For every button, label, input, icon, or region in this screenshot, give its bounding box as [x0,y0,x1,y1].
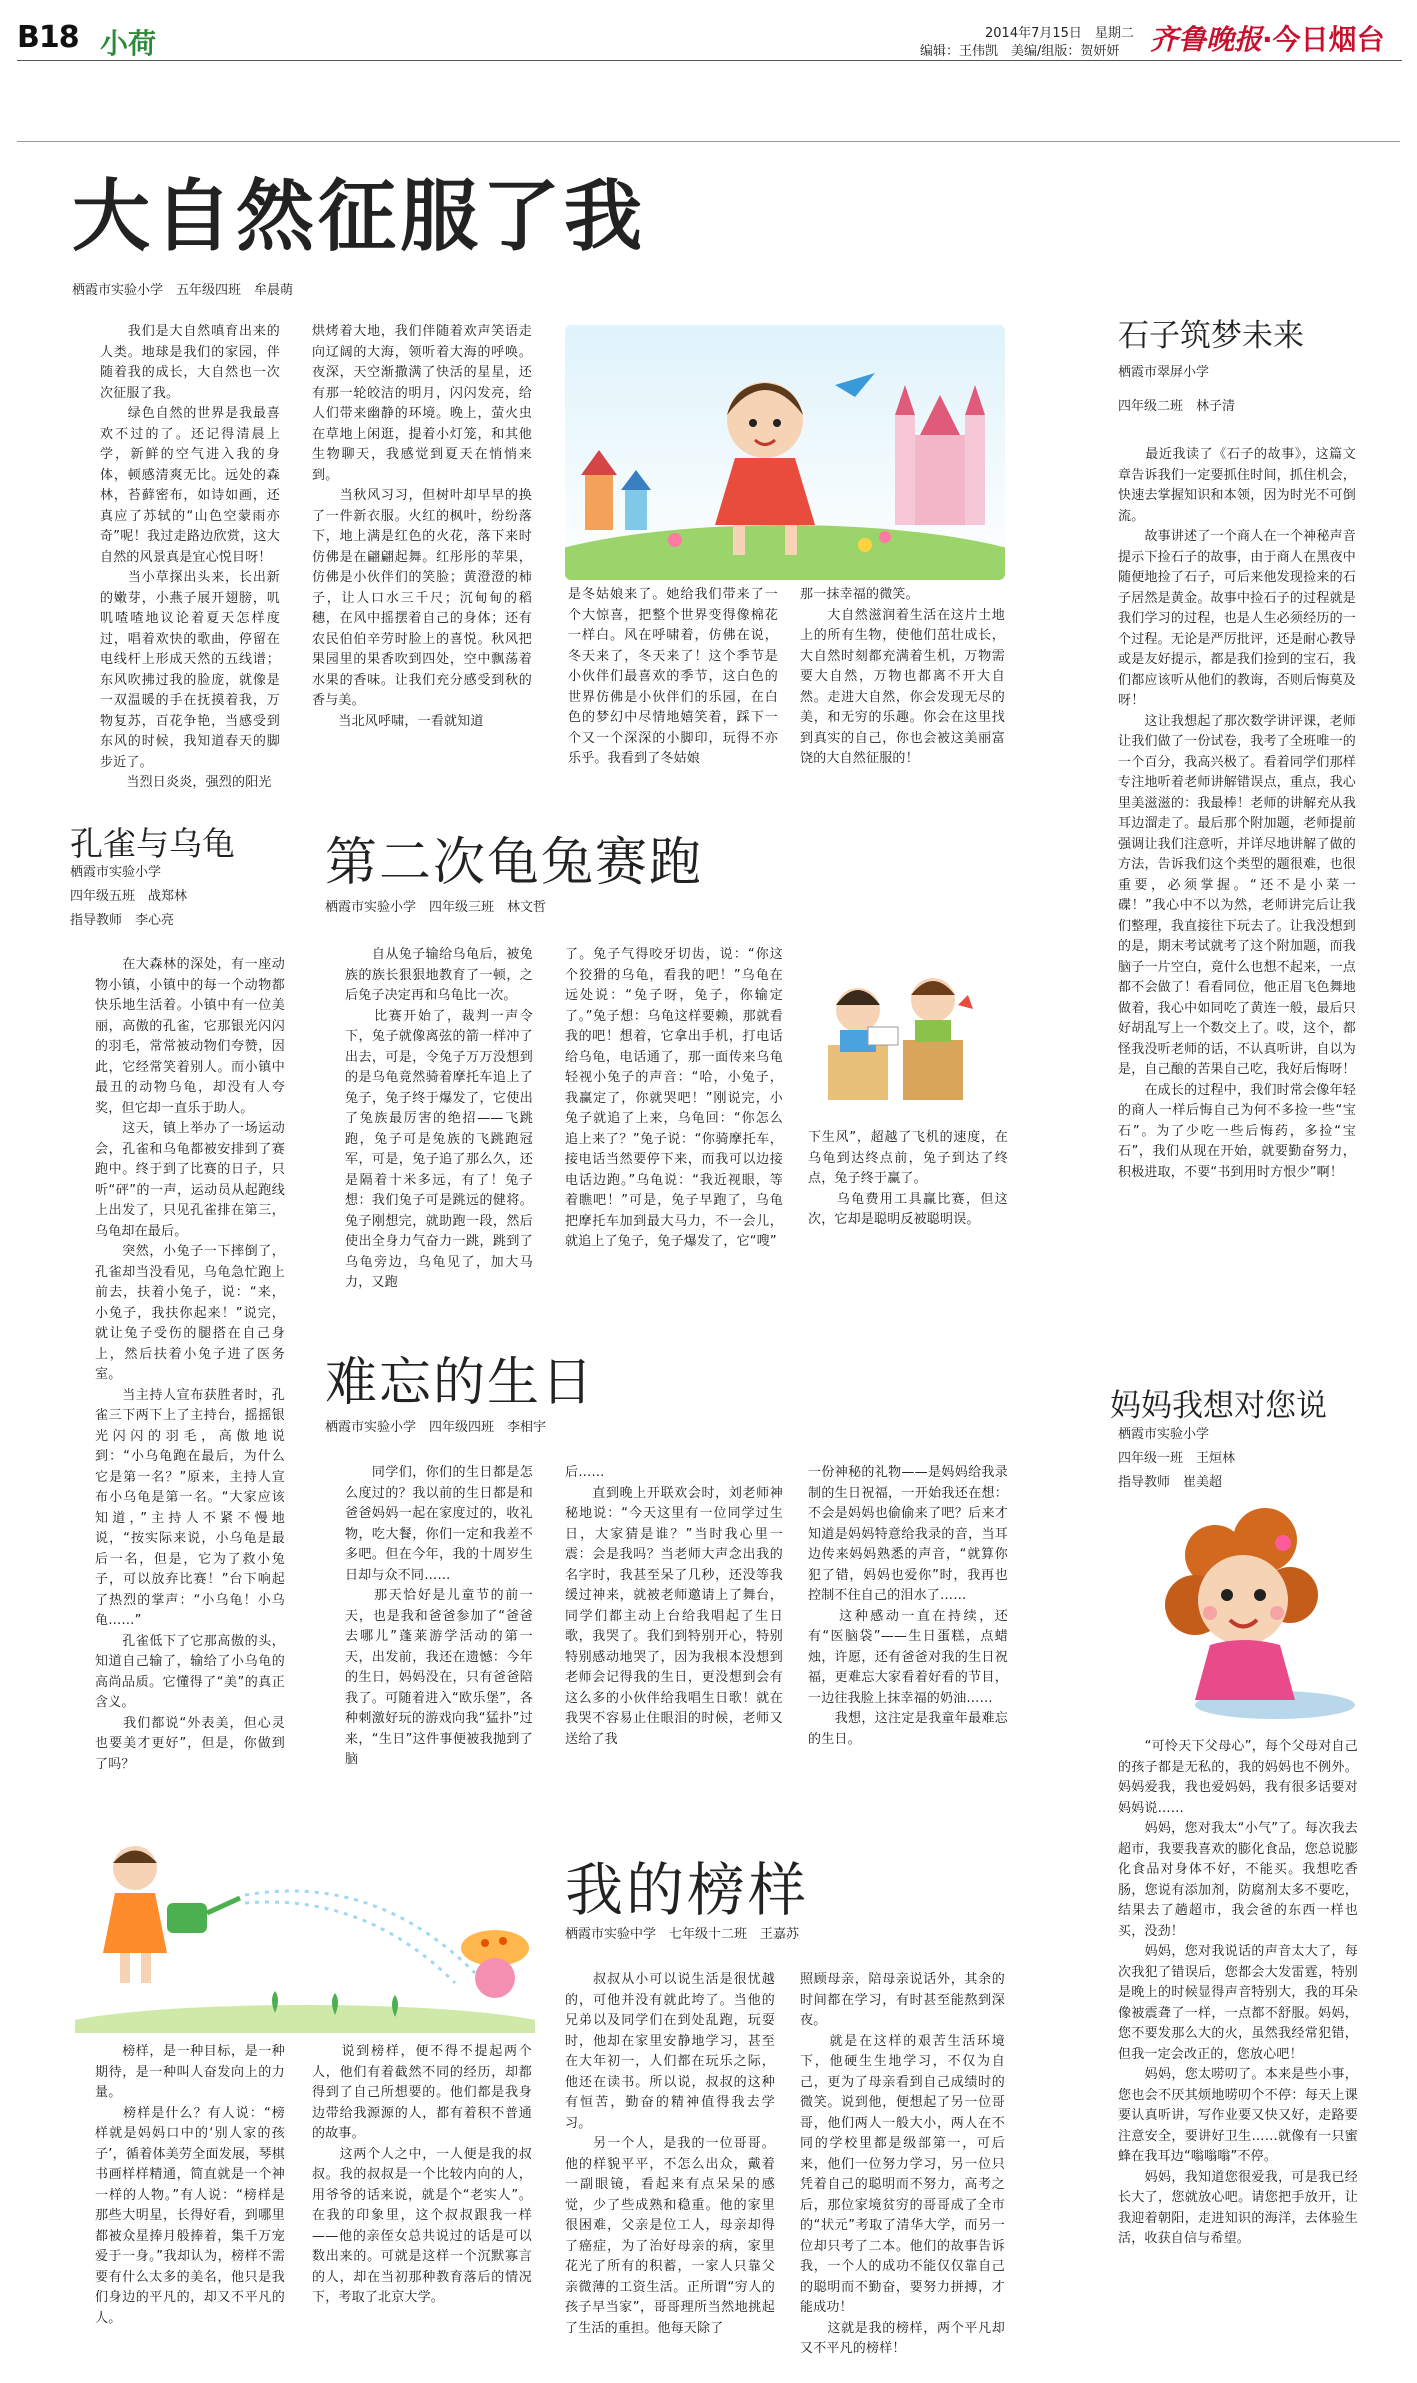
page-header [0,0,1417,70]
stone-school: 栖霞市翠屏小学 [1118,365,1210,380]
birthday-column-2: 后…… 直到晚上开联欢会时，刘老师神秘地说：“今天这里有一位同学过生日，大家猜是谁？”当时我心里一震：会是我吗？当老师大声念出我的名字时，我甚至呆了几秒，还没等我缓过神来，就被老师邀请上了舞台，同学们都主动上台给我唱起了生日歌，我哭了。我们到特别开心，特别特别感动地哭了，因为我根本没想到老师会记得我的生日，更没想到会有这么多的小伙伴给我唱生日歌！就在我哭不容易止住眼泪的时候，老师又送给了我 [565,1465,783,1747]
peacock-teacher: 指导教师 李心亮 [70,913,175,928]
nature-column-4: 那一抹幸福的微笑。 大自然滋润着生活在这片土地上的所有生物，使他们茁壮成长，大自然时刻都充满着生机，万物需要大自然，万物也都离不开大自然。走进大自然，你会发现无尽的美，和无穷的乐趣。你会在这里找到真实的自己，你也会被这美丽富饶的大自然征服的！ [800,587,1005,766]
nature-column-2: 烘烤着大地，我们伴随着欢声笑语走向辽阔的大海，领听着大海的呼唤。夜深，天空渐撒满了快活的星星，还有那一轮皎洁的明月，闪闪发亮，给人们带来幽静的环境。晚上，萤火虫在草地上闲逛，提着小灯笼，和其他生物聊天，我感觉到夏天在悄悄来到。 当秋风习习，但树叶却早早的换了一件新衣服。火红的枫叶，纷纷落下，地上满是红色的火花，落下来时仿佛是在翩翩起舞。红彤彤的苹果，仿佛是小伙伴们的笑脸；黄澄澄的柿子，让人口水三千尺；沉甸甸的稻穗，在风中摇摆着自己的身体；还有农民伯伯辛劳时脸上的喜悦。秋风把果园里的果香吹到四处，空中飘荡着水果的香味。让我们充分感受到秋的香与美。 当北风呼啸，一看就知道 [312,324,532,729]
mom-body: “可怜天下父母心”，每个父母对自己的孩子都是无私的，我的妈妈也不例外。妈妈爱我，我也爱妈妈，我有很多话要对妈妈说…… 妈妈，您对我太“小气”了。每次我去超市，我要我喜欢的膨化食品，您总说膨化食品对身体不好，不能买。我想吃香肠，您说有添加剂，防腐剂太多不要吃，结果去了趟超市，我会爸的东西一样也买，没劲！ 妈妈，您对我说话的声音太大了，每次我犯了错误后，您都会大发雷霆，特别是晚上的时候显得声音特别大，我的耳朵像被震聋了一样，一点都不舒服。妈妈，您不要发那么大的火，虽然我经常犯错，但我一定会改正的，您放心吧！ 妈妈，您太唠叨了。本来是些小事，您也会不厌其烦地唠叨个不停：每天上课要认真听讲，写作业要又快又好，走路要注意安全，要讲好卫生……就像有一只蜜蜂在我耳边“嗡嗡嗡”不停。 妈妈，我知道您很爱我，可是我已经长大了，您就放心吧。请您把手放开，让我迎着朝阳，走进知识的海洋，去体验生活，收获自信与希望。 [1118,1739,1358,2246]
top-rule [17,141,1400,142]
mom-school: 栖霞市实验小学 [1118,1427,1210,1442]
article-title-model: 我的榜样 [565,1856,810,1924]
illustration-girl-watering [75,1833,535,2033]
race-column-2: 了。兔子气得咬牙切齿，说：“你这个狡猾的乌龟，看我的吧！”乌龟在远处说：“兔子呀，兔子，你输定了。”兔子想：乌龟这样要赖，那就看我的吧！想着，它拿出手机，打电话给乌龟，电话通了，那一面传来乌龟轻视小兔子的声音：“哈，小兔子，我赢定了，你就哭吧！”刚说完，小兔子就追了上来，乌龟回：“你怎么追上来了？”兔子说：“你骑摩托车，接电话当然要停下来，而我可以边接电话边跑。”乌龟说：“我近视眼，等着瞧吧！”可是，兔子早跑了，乌龟把摩托车加到最大马力，不一会儿，就追上了兔子，兔子爆发了，它“嗖” [565,947,783,1249]
illustration-curly-girl [1115,1495,1365,1725]
nature-column-1: 我们是大自然嗔育出来的人类。地球是我们的家园，伴随着我的成长，大自然也一次次征服了我。 绿色自然的世界是我最喜欢不过的了。还记得清晨上学，新鲜的空气进入我的身体，顿感清爽无比。远处的森林，苔藓密布，如诗如画，还真应了苏轼的“山色空蒙雨亦奇”呢！我过走路边欣赏，这大自然的风景真是宜心悦目呀！ 当小草探出头来，长出新的嫩芽，小燕子展开翅膀，叽叽喳喳地议论着夏天怎样度过，唱着欢快的歌曲，停留在电线杆上形成天然的五线谱；东风吹拂过我的脸庞，就像是一双温暖的手在抚摸着我，万物复苏，百花争艳，当感受到东风的时候，我知道春天的脚步近了。 当烈日炎炎，强烈的阳光 [100,324,280,790]
peacock-class: 四年级五班 战郑林 [70,889,188,904]
stone-body: 最近我读了《石子的故事》，这篇文章告诉我们一定要抓住时间，抓住机会，快速去掌握知识和本领，因为时光不可倒流。 故事讲述了一个商人在一个神秘声音提示下捡石子的故事，由于商人在黑夜中随便地捡了石子，可后来他发现捡来的石子居然是黄金。故事中捡石子的过程就是我们学习的过程，也是人生必须经历的一个过程。无论是严厉批评，还是耐心教导或是友好提示，都是我们捡到的宝石，我们都应该听从他们的教诲，否则后悔莫及呀！ 这让我想起了那次数学讲评课，老师让我们做了一份试卷，我考了全班唯一的一个百分，我高兴极了。看着同学们那样专注地听着老师讲解错误点，重点，我心里美滋滋的：我最棒！老师的讲解充从我耳边溜走了。最后那个附加题，老师提前强调让我们注意听，并详尽地讲解了做的方法，告诉我们这个类型的题很难，也很重要，必须掌握。“还不是小菜一碟！”我心中不以为然，老师讲完后让我们整理，我直接往下玩去了。让我没想到的是，期末考试就考了这个附加题，而我脑子一片空白，竟什么也想不起来，一点都不会做了！看看同位，他正眉飞色舞地做着，我心中如同吃了黄连一般，最后只好胡乱写上一个数交上了。哎，这个，都怪我没听老师的话，不认真听讲，自以为是，自己酿的苦果自己吃，我好后悔呀！ 在成长的过程中，我们时常会像年轻的商人一样后悔自己为何不多捡一些“宝石”。为了少吃一些后悔药，多捡“宝石”，我们从现在开始，就要勤奋努力，积极进取，不要“书到用时方恨少”啊！ [1118,447,1356,1180]
editor-line: 编辑：王伟凯 美编/组版：贺妍妍 [920,44,1120,59]
illustration-kids-books [808,945,988,1115]
race-column-1: 自从兔子输给乌龟后，被兔族的族长狠狠地教育了一顿，之后兔子决定再和乌龟比一次。 比赛开始了，裁判一声令下，兔子就像离弦的箭一样冲了出去，可是，令兔子万万没想到的是乌龟竟然骑着摩托车追上了兔子，兔子终于爆发了，它使出了兔族最厉害的绝招——飞跳跑，兔子可是兔族的飞跳跑冠军，可是，兔子追了那么久，还是隔着十米多远，有了！兔子想：我们兔子可是跳远的健将。兔子刚想完，就助跑一段，然后使出全身力气奋力一跳，跳到了乌龟旁边，乌龟见了，加大马力，又跑 [345,947,533,1290]
article-title-nature: 大自然征服了我 [72,172,647,262]
date-line: 2014年7月15日 星期二 [985,26,1134,41]
article-byline-race: 栖霞市实验小学 四年级三班 林文哲 [325,900,547,915]
article-title-stone: 石子筑梦未来 [1118,318,1304,354]
model-column-1: 榜样，是一种目标，是一种期待，是一种叫人奋发向上的力量。 榜样是什么？有人说：“榜样就是妈妈口中的‘别人家的孩子’，循着体美劳全面发展，琴棋书画样样精通，简直就是一个神一样的人物。”有人说：“榜样是那些大明星，长得好看，到哪里都被众星捧月般捧着，集千万宠爱于一身。”我却认为，榜样不需要有什么太多的美名，他只是我们身边的平凡的，却又不平凡的人。 [95,2044,285,2326]
model-column-3: 叔叔从小可以说生活是很忧越的，可他并没有就此垮了。当他的兄弟以及同学们在到处乱跑，玩耍时，他却在家里安静地学习，甚至在大年初一，人们都在玩乐之际，他还在读书。所以说，叔叔的这种有恒苦，勤奋的精神值得我去学习。 另一个人，是我的一位哥哥。他的样貌平平，不怎么出众，戴着一副眼镜，看起来有点呆呆的感觉，少了些成熟和稳重。他的家里很困难，父亲是位工人，母亲却得了癌症，为了治好母亲的病，家里花光了所有的积蓄，一家人只靠父亲微薄的工资生活。正所谓“穷人的孩子早当家”，哥哥理所当然地挑起了生活的重担。他每天除了 [565,1972,775,2336]
mom-teacher: 指导教师 崔美超 [1118,1475,1223,1490]
model-column-2: 说到榜样，便不得不提起两个人，他们有着截然不同的经历，却都得到了自己所想要的。他们都是我身边带给我源源的人，都有着积不普通的故事。 这两个人之中，一人便是我的叔叔。我的叔叔是一个比较内向的人，用爷爷的话来说，就是个“老实人”。在我的印象里，这个叔叔跟我一样——他的亲侄女总共说过的话是可以数出来的。可就是这样一个沉默寡言的人，却在当初那种教育落后的情况下，考取了北京大学。 [312,2044,532,2305]
article-title-birthday: 难忘的生日 [325,1353,596,1413]
article-byline-birthday: 栖霞市实验小学 四年级四班 李相宇 [325,1420,547,1435]
birthday-column-3: 一份神秘的礼物——是妈妈给我录制的生日祝福，一开始我还在想：不会是妈妈也偷偷来了吧？后来才知道是妈妈特意给我录的音，当耳边传来妈妈熟悉的声音，“就算你犯了错，妈妈也爱你”时，我再也控制不住自己的泪水了…… 这种感动一直在持续，还有“医脑袋”——生日蛋糕，点蜡烛，许愿，还有爸爸对我的生日祝福，更难忘大家看着好看的节目，一边往我脸上抹幸福的奶油…… 我想，这注定是我童年最难忘的生日。 [808,1465,1008,1747]
mom-class: 四年级一班 王烜林 [1118,1451,1236,1466]
race-column-3: 下生风”，超越了飞机的速度，在乌龟到达终点前，兔子到达了终点，兔子终于赢了。 乌龟费用工具赢比赛，但这次，它却是聪明反被聪明误。 [808,1130,1008,1227]
illustration-girl-castle [565,325,1005,580]
stone-class: 四年级二班 林子清 [1118,399,1236,414]
brand-sub: ·今日烟台 [1262,23,1385,56]
section-name: 小荷 [100,27,157,60]
brand-name: 齐鲁晚报 [1150,23,1263,56]
article-byline-nature: 栖霞市实验小学 五年级四班 牟晨萌 [72,283,294,298]
nature-column-3: 是冬姑娘来了。她给我们带来了一个大惊喜，把整个世界变得像棉花一样白。风在呼啸着，仿佛在说，冬天来了，冬天来了！这个季节是小伙伴们最喜欢的季节，这白色的世界仿佛是小伙伴们的乐园，在白色的梦幻中尽情地嬉笑着，踩下一个又一个深深的小脚印，玩得不亦乐乎。我看到了冬姑娘 [568,587,778,766]
article-title-race: 第二次龟兔赛跑 [325,833,704,893]
header-divider [17,60,1402,61]
article-title-peacock: 孔雀与乌龟 [70,824,235,863]
article-title-mom: 妈妈我想对您说 [1110,1388,1327,1424]
article-byline-model: 栖霞市实验中学 七年级十二班 王嘉苏 [565,1927,800,1942]
page-code: B18 [17,20,79,55]
birthday-column-1: 同学们，你们的生日都是怎么度过的？我以前的生日都是和爸爸妈妈一起在家度过的，收礼物，吃大餐，你们一定和我差不多吧。但在今年，我的十周岁生日却与众不同…… 那天恰好是儿童节的前一天，也是我和爸爸参加了“爸爸去哪儿”蓬莱游学活动的第一天，出发前，我还在遗憾：今年的生日，妈妈没在，只有爸爸陪我了。可随着进入“欧乐堡”，各种刺激好玩的游戏向我“猛扑”过来，“生日”这件事便被我抛到了脑 [345,1465,533,1767]
brand-logo [1150,18,1385,58]
model-column-4: 照顾母亲，陪母亲说话外，其余的时间都在学习，有时甚至能熬到深夜。 就是在这样的艰苦生活环境下，他硬生生地学习，不仅为自己，更为了母亲看到自己成绩时的微笑。说到他，便想起了另一位哥哥，他们两人一般大小，两人在不同的学校里都是级部第一，可后来，他们一位努力学习，另一位只凭着自己的聪明而不努力，高考之后，那位家境贫穷的哥哥成了全市的“状元”考取了清华大学，而另一位却只考了二本。他们的故事告诉我，一个人的成功不能仅仅靠自己的聪明而不勤奋，要努力拼搏，才能成功！ 这就是我的榜样，两个平凡却又不平凡的榜样！ [800,1972,1005,2356]
peacock-school: 栖霞市实验小学 [70,865,162,880]
peacock-body: 在大森林的深处，有一座动物小镇，小镇中的每一个动物都快乐地生活着。小镇中有一位美丽，高傲的孔雀，它那银光闪闪的羽毛，常常被动物们夸赞，因此，它经常笑着别人。而小镇中最丑的动物乌龟，却没有人夸奖，但它却一直乐于助人。 这天，镇上举办了一场运动会，孔雀和乌龟都被安排到了赛跑中。终于到了比赛的日子，只听“砰”的一声，运动员从起跑线上出发了，只见孔雀排在第三，乌龟却在最后。 突然，小兔子一下摔倒了，孔雀却当没看见，乌龟急忙跑上前去，扶着小兔子，说：“来，小兔子，我扶你起来！”说完，就让兔子受伤的腿搭在自己身上，然后扶着小兔子进了医务室。 当主持人宣布获胜者时，孔雀三下两下上了主持台，摇摇银光闪闪的羽毛，高傲地说到：“小乌龟跑在最后，为什么它是第一名？”原来，主持人宣布小乌龟是第一名。“大家应该知道，”主持人不紧不慢地说，“按实际来说，小乌龟是最后一名，但是，它为了救小兔子，可以放弃比赛！”台下响起了热烈的掌声：“小乌龟！小乌龟……” 孔雀低下了它那高傲的头，知道自己输了，输给了小乌龟的高尚品质。它懂得了“美”的真正含义。 我们都说“外表美，但心灵也要美才更好”，但是，你做到了吗？ [95,957,285,1772]
